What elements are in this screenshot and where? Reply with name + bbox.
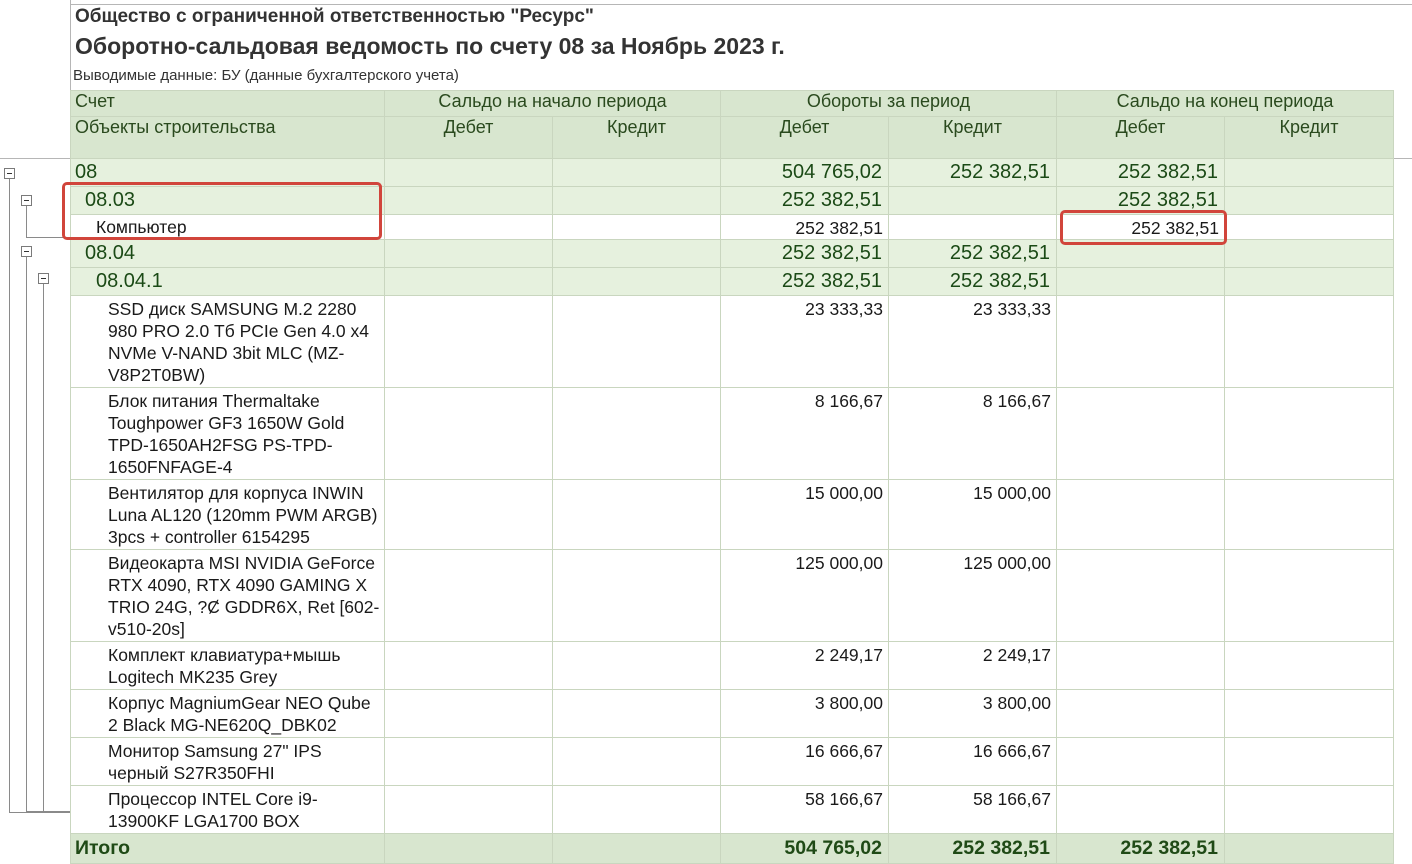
table-row-item[interactable] bbox=[71, 550, 1394, 642]
right-rule bbox=[1393, 158, 1412, 159]
turnover-debit-value: 252 382,51 bbox=[721, 187, 889, 215]
highlight-box-computer bbox=[62, 182, 382, 240]
table-row-item[interactable] bbox=[71, 388, 1394, 480]
col-account: Счет bbox=[71, 91, 385, 117]
collapse-08-03-icon[interactable] bbox=[21, 195, 32, 206]
table-row-item[interactable] bbox=[71, 690, 1394, 738]
turnover-credit-value: 8 166,67 bbox=[889, 388, 1057, 480]
item-name: Блок питания Thermaltake Toughpower GF3 1650W Gold TPD-1650AH2FSG PS-TPD-1650FNFAGE-4 bbox=[71, 388, 385, 480]
table-row-item[interactable] bbox=[71, 480, 1394, 550]
table-row-item[interactable] bbox=[71, 642, 1394, 690]
col-turnover-credit: Кредит bbox=[889, 117, 1057, 159]
total-label: Итого bbox=[71, 834, 385, 864]
turnover-debit-value: 504 765,02 bbox=[721, 159, 889, 187]
col-closing-credit: Кредит bbox=[1225, 117, 1394, 159]
turnover-debit-value: 8 166,67 bbox=[721, 388, 889, 480]
turnover-credit-value: 15 000,00 bbox=[889, 480, 1057, 550]
table-row-item[interactable] bbox=[71, 786, 1394, 834]
turnover-credit-value: 16 666,67 bbox=[889, 738, 1057, 786]
tree-line bbox=[26, 256, 27, 812]
table-row-item[interactable] bbox=[71, 738, 1394, 786]
col-objects: Объекты строительства bbox=[71, 117, 385, 159]
tree-line bbox=[43, 283, 44, 812]
turnover-debit-value: 252 382,51 bbox=[721, 240, 889, 268]
col-opening-credit: Кредит bbox=[553, 117, 721, 159]
turnover-credit-value: 58 166,67 bbox=[889, 786, 1057, 834]
tree-line bbox=[9, 178, 10, 812]
col-opening-balance: Сальдо на начало периода bbox=[385, 91, 721, 117]
item-name: Вентилятор для корпуса INWIN Luna AL120 (120mm PWM ARGB) 3pcs + controller 6154295 bbox=[71, 480, 385, 550]
turnover-debit-value: 3 800,00 bbox=[721, 690, 889, 738]
item-name: Корпус MagniumGear NEO Qube 2 Black MG-NE620Q_DBK02 bbox=[71, 690, 385, 738]
row-label: Компьютер bbox=[71, 215, 385, 240]
turnover-credit-value: 2 249,17 bbox=[889, 642, 1057, 690]
collapse-08-04-1-icon[interactable] bbox=[38, 273, 49, 284]
turnover-debit-value: 252 382,51 bbox=[721, 268, 889, 296]
total-turnover-debit: 504 765,02 bbox=[721, 834, 889, 864]
header-row-2 bbox=[71, 117, 1394, 159]
collapse-08-icon[interactable] bbox=[4, 168, 15, 179]
turnover-debit-value: 15 000,00 bbox=[721, 480, 889, 550]
col-opening-debit: Дебет bbox=[385, 117, 553, 159]
total-turnover-credit: 252 382,51 bbox=[889, 834, 1057, 864]
closing-debit-value: 252 382,51 bbox=[1057, 187, 1225, 215]
left-rule bbox=[0, 158, 70, 159]
turnover-debit-value: 23 333,33 bbox=[721, 296, 889, 388]
turnover-credit-value: 23 333,33 bbox=[889, 296, 1057, 388]
header-row-1 bbox=[71, 91, 1394, 117]
row-label: 08.04.1 bbox=[71, 268, 385, 296]
organization-name: Общество с ограниченной ответственностью "Ресурс" bbox=[75, 6, 594, 27]
col-closing-debit: Дебет bbox=[1057, 117, 1225, 159]
turnover-credit-value: 252 382,51 bbox=[889, 268, 1057, 296]
tree-line bbox=[26, 205, 27, 238]
col-turnover-debit: Дебет bbox=[721, 117, 889, 159]
turnover-credit-value: 252 382,51 bbox=[889, 240, 1057, 268]
row-label: 08.03 bbox=[71, 187, 385, 215]
col-closing-balance: Сальдо на конец периода bbox=[1057, 91, 1394, 117]
highlight-box-closing-debit bbox=[1060, 210, 1227, 245]
item-name: Процессор INTEL Core i9-13900KF LGA1700 BOX bbox=[71, 786, 385, 834]
closing-debit-value: 252 382,51 bbox=[1057, 159, 1225, 187]
turnover-debit-value: 58 166,67 bbox=[721, 786, 889, 834]
col-turnover: Обороты за период bbox=[721, 91, 1057, 117]
closing-debit-value: 252 382,51 bbox=[1057, 215, 1225, 240]
item-name: Монитор Samsung 27" IPS черный S27R350FHI bbox=[71, 738, 385, 786]
table-row-08-04-1[interactable] bbox=[71, 268, 1394, 296]
collapse-08-04-icon[interactable] bbox=[21, 246, 32, 257]
turnover-debit-value: 2 249,17 bbox=[721, 642, 889, 690]
total-row bbox=[71, 834, 1394, 864]
item-name: Комплект клавиатура+мышь Logitech MK235 Grey bbox=[71, 642, 385, 690]
top-rule bbox=[70, 4, 1412, 5]
turnover-debit-value: 16 666,67 bbox=[721, 738, 889, 786]
output-data-label: Выводимые данные: БУ (данные бухгалтерского учета) bbox=[73, 67, 459, 84]
tree-line bbox=[9, 812, 70, 813]
turnover-debit-value: 125 000,00 bbox=[721, 550, 889, 642]
tree-line bbox=[26, 811, 70, 812]
item-name: Видеокарта MSI NVIDIA GeForce RTX 4090, RTX 4090 GAMING X TRIO 24G, ?Ȼ GDDR6X, Ret [602-v510-20s] bbox=[71, 550, 385, 642]
turnover-credit-value: 3 800,00 bbox=[889, 690, 1057, 738]
table-row-item[interactable] bbox=[71, 296, 1394, 388]
row-label: 08 bbox=[71, 159, 385, 187]
item-name: SSD диск SAMSUNG M.2 2280 980 PRO 2.0 Тб PCIe Gen 4.0 x4 NVMe V-NAND 3bit MLC (MZ-V8P2T0BW) bbox=[71, 296, 385, 388]
total-closing-debit: 252 382,51 bbox=[1057, 834, 1225, 864]
row-label: 08.04 bbox=[71, 240, 385, 268]
turnover-credit-value: 252 382,51 bbox=[889, 159, 1057, 187]
turnover-credit-value: 125 000,00 bbox=[889, 550, 1057, 642]
turnover-debit-value: 252 382,51 bbox=[721, 215, 889, 240]
report-title: Оборотно-сальдовая ведомость по счету 08 за Ноябрь 2023 г. bbox=[75, 33, 785, 59]
